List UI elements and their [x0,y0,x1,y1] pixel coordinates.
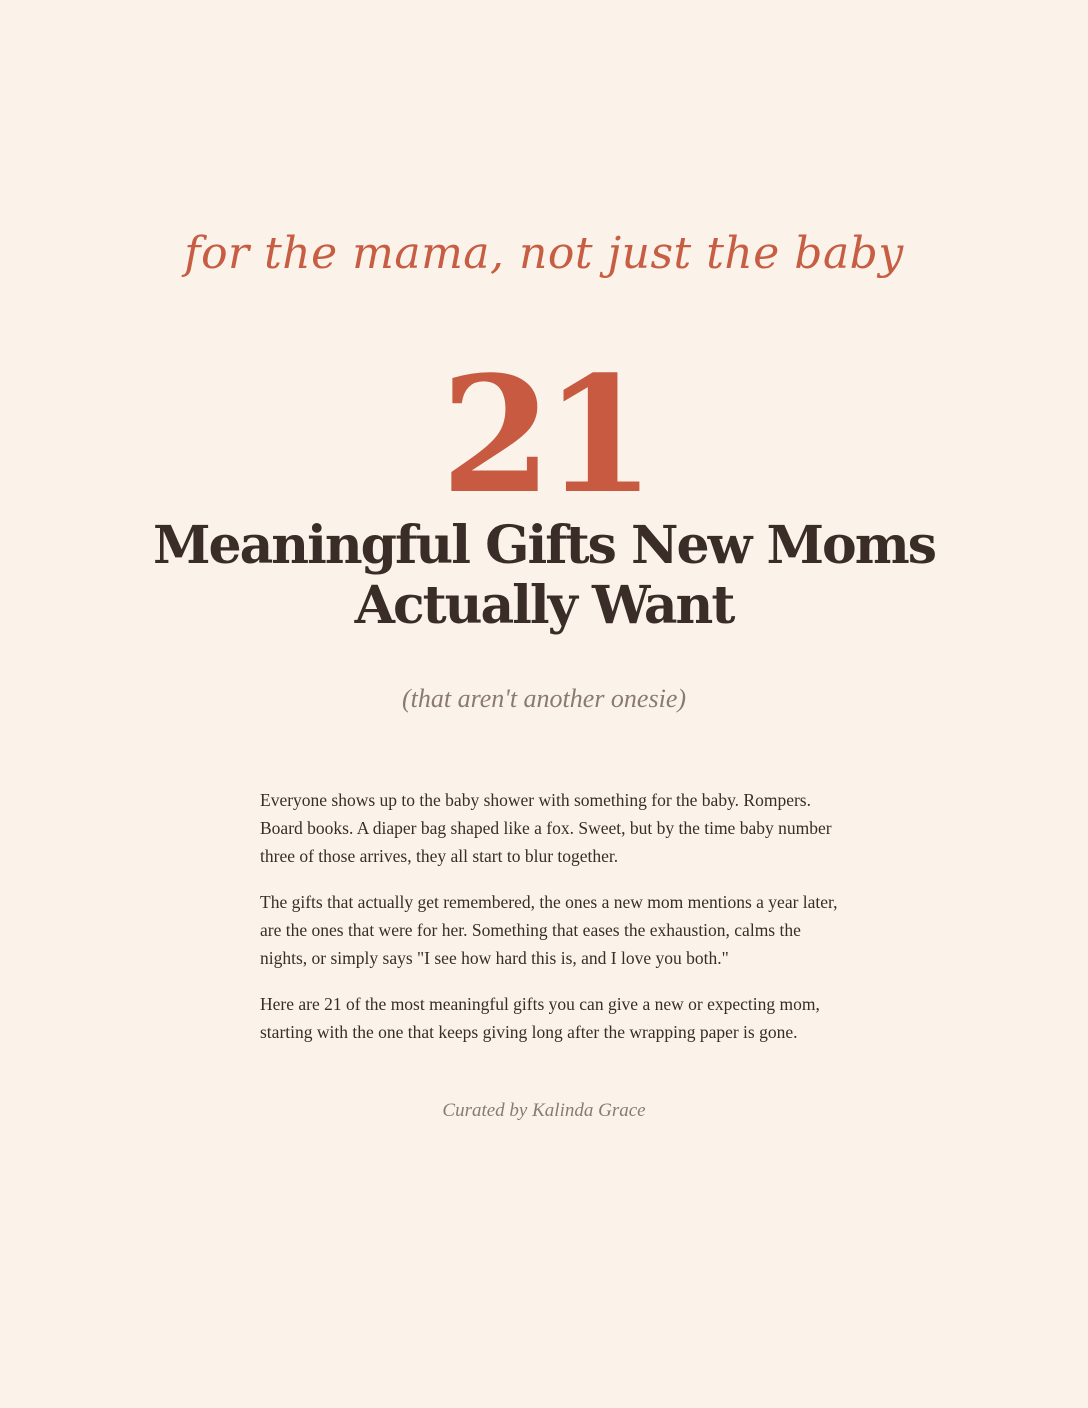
intro-paragraph-3: Here are 21 of the most meaningful gifts you can give a new or expecting mom, starting with the one that keeps giving long after the wrapping paper is gone. [260,994,820,1042]
tagline: for the mama, not just the baby [184,228,904,279]
intro-paragraph-1: Everyone shows up to the baby shower with something for the baby. Rompers. Board books. A diaper bag shaped like a fox. Sweet, but by the time baby number three of those arrives, they all start to blur together. [260,790,832,866]
intro-body [260,786,840,1064]
title-line-2: Actually Want [354,575,734,636]
gift-count-number: 21 [440,341,648,529]
intro-paragraph-2: The gifts that actually get remembered, the ones a new mom mentions a year later, are the ones that were for her. Something that eases the exhaustion, calms the nights, or simply says "I see how hard this is, and I love you both." [260,892,838,968]
page-title [0,516,1088,636]
subtitle: (that aren't another onesie) [401,684,687,713]
title-line-1: Meaningful Gifts New Moms [152,515,936,576]
author-byline: Curated by Kalinda Grace [442,1100,646,1121]
